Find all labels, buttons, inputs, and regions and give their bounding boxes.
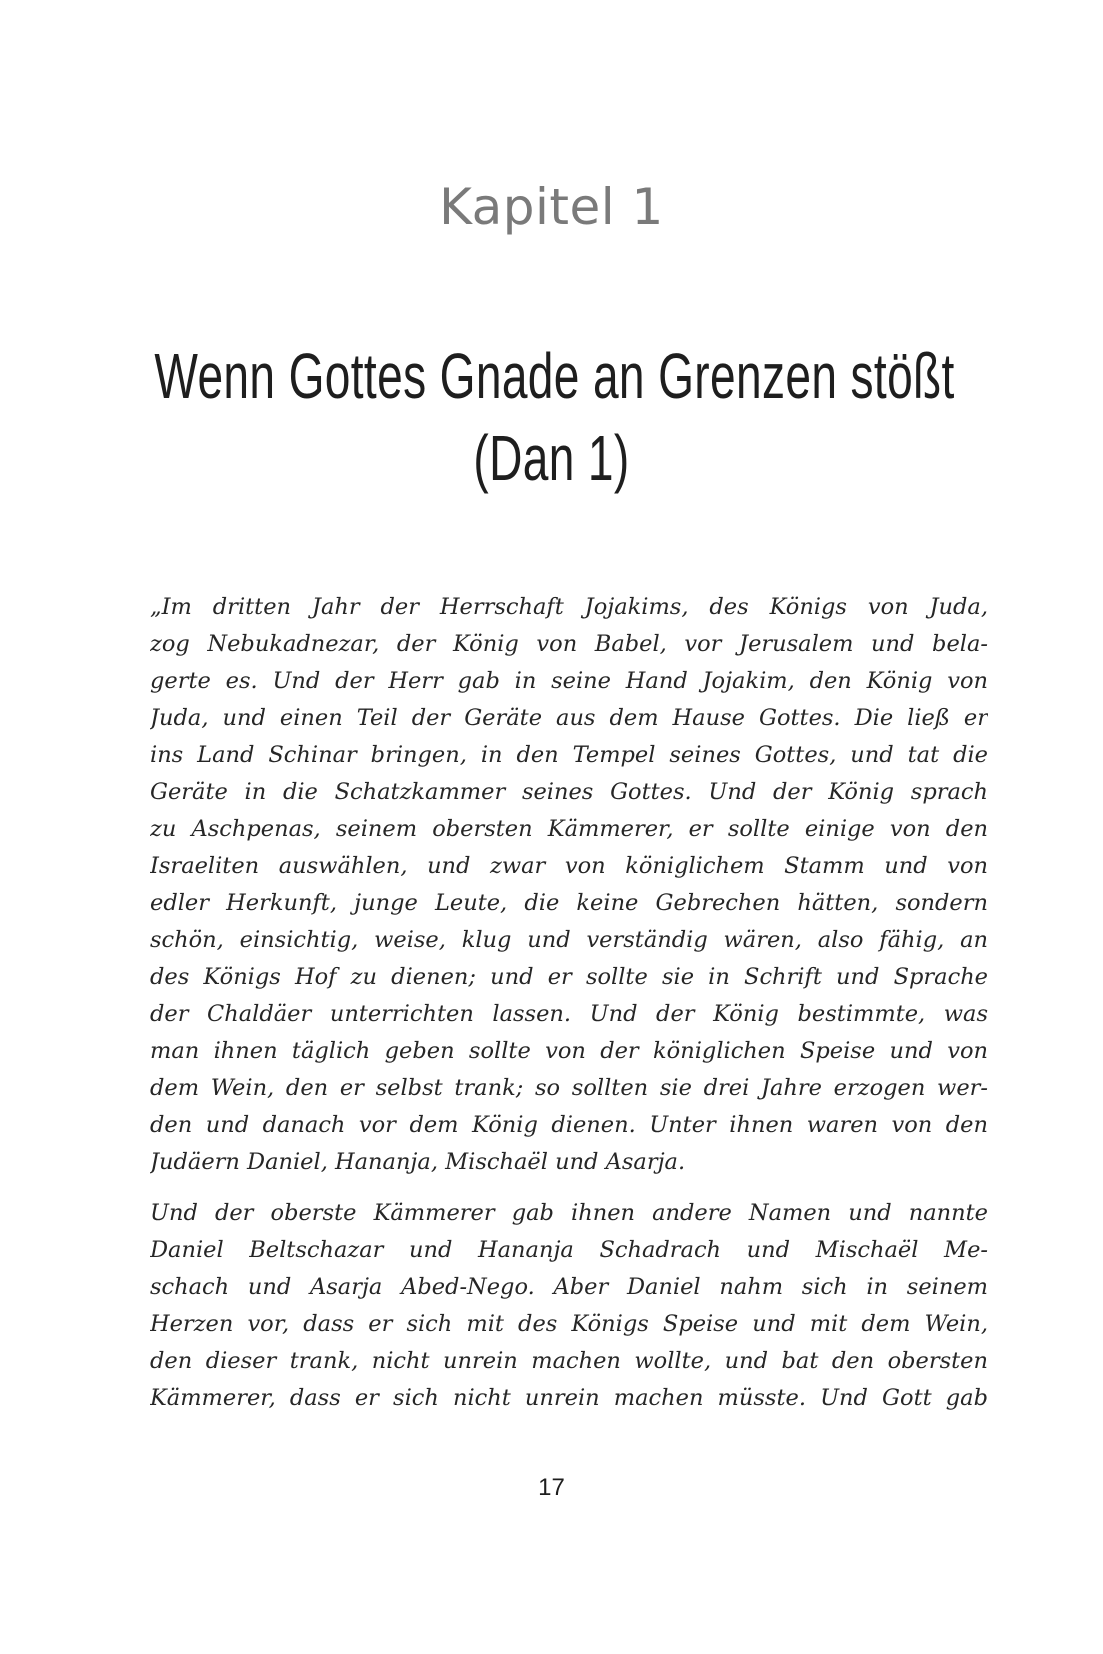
text-line: Daniel Beltschazar und Hananja Schadrach und Mischaël Me- (150, 1237, 988, 1263)
text-line: Kämmerer, dass er sich nicht unrein machen müsste. Und Gott gab (150, 1385, 988, 1411)
paragraph (150, 1195, 988, 1417)
text-line: ins Land Schinar bringen, in den Tempel seines Gottes, und tat die (150, 742, 988, 768)
text-line: Judäern Daniel, Hananja, Mischaël und Asarja. (150, 1149, 686, 1175)
chapter-title (154, 335, 955, 499)
chapter-label: Kapitel 1 (439, 178, 664, 236)
text-line: zu Aschpenas, seinem obersten Kämmerer, er sollte einige von den (150, 816, 988, 842)
chapter-title-line: Wenn Gottes Gnade an Grenzen stößt (154, 340, 955, 412)
text-line: Herzen vor, dass er sich mit des Königs Speise und mit dem Wein, (150, 1311, 988, 1337)
text-line: gerte es. Und der Herr gab in seine Hand Jojakim, den König von (150, 668, 988, 694)
chapter-title-line: (Dan 1) (473, 422, 630, 494)
text-line: man ihnen täglich geben sollte von der königlichen Speise und von (150, 1038, 988, 1064)
text-line: dem Wein, den er selbst trank; so sollten sie drei Jahre erzogen wer- (150, 1075, 988, 1101)
text-line: Juda, und einen Teil der Geräte aus dem Hause Gottes. Die ließ er (150, 705, 988, 731)
paragraph (150, 589, 988, 1181)
text-line: zog Nebukadnezar, der König von Babel, vor Jerusalem und bela- (150, 631, 988, 657)
text-line: „Im dritten Jahr der Herrschaft Jojakims, des Königs von Juda, (150, 594, 988, 620)
text-line: schach und Asarja Abed-Nego. Aber Daniel nahm sich in seinem (150, 1274, 988, 1300)
text-line: den und danach vor dem König dienen. Unter ihnen waren von den (150, 1112, 988, 1138)
text-line: schön, einsichtig, weise, klug und verständig wären, also fähig, an (150, 927, 988, 953)
text-line: der Chaldäer unterrichten lassen. Und der König bestimmte, was (150, 1001, 988, 1027)
page-number: 17 (538, 1474, 565, 1501)
text-line: Geräte in die Schatzkammer seines Gottes. Und der König sprach (150, 779, 988, 805)
text-line: des Königs Hof zu dienen; und er sollte sie in Schrift und Sprache (150, 964, 988, 990)
text-line: Und der oberste Kämmerer gab ihnen andere Namen und nannte (150, 1200, 988, 1226)
text-line: edler Herkunft, junge Leute, die keine Gebrechen hätten, sondern (150, 890, 988, 916)
text-line: den dieser trank, nicht unrein machen wollte, und bat den obersten (150, 1348, 988, 1374)
body-text (150, 589, 988, 1417)
text-line: Israeliten auswählen, und zwar von königlichem Stamm und von (150, 853, 988, 879)
